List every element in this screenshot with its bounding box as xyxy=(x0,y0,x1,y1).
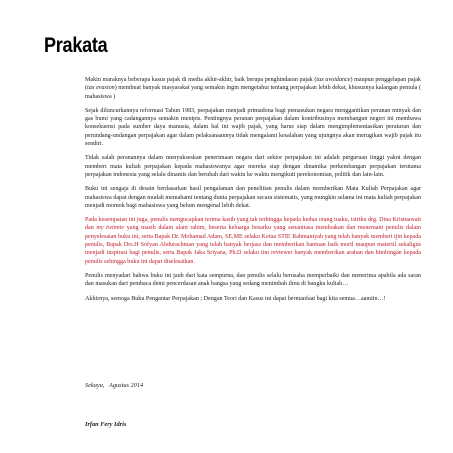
paragraph-6 xyxy=(85,272,421,289)
paragraph-segment: tax avoidance xyxy=(316,77,351,83)
preface-body xyxy=(85,76,421,309)
paragraph-segment: Sejak diluncurkannya reformasi Tahun 1983, perpajakan menjadi primadona bagi pemasukan negara menggantikan peranan minyak dan gas bumi yang cadangannya semakin menipis. Pentingnya peranan perpajakan dalam kontribusinya membangun negeri ini membawa konsekuensi pada sumber daya manusia, dalam hal ini wajib pajak, yang harus siap dalam mengimplementasikan peraturan dan perundang-undangan perpajakan agar dalam pelaksanaannya tidak mengalami kesalahan yang ujungnya akan merugikan wajib pajak itu sendiri. xyxy=(85,107,421,148)
paragraph-segment: ) maupun penggelapan pajak ( xyxy=(85,77,421,92)
signature-place-date: Sekayu, Agustus 2014 xyxy=(85,382,144,389)
paragraph-segment: Tidak salah peranannya dalam menyukseskan penerimaan negara dari sektor perpajakan ini adalah perguruan tinggi yakni dengan memberi mata kuliah perpajakan kepada mahasiswanya agar mereka siap dengan dinamika perkembangan perpajakan terutama perpajakan indonesia yang selalu dinamis dan berubah dari waktu ke waktu mengikuti perekonomian, politik dan lain-lain. xyxy=(85,155,421,178)
paragraph-1 xyxy=(85,76,421,101)
paragraph-segment: my twinnie xyxy=(96,225,125,232)
paragraph-segment: Akhirnya, semoga Buku Pengantar Perpajakan ; Dengan Teori dan Kasus ini dapat bermanfaat bagi kita semua…aamiin…! xyxy=(85,295,386,302)
paragraph-segment: Penulis menyadari bahwa buku ini jauh dari kata sempurna, dan penulis selalu berusaha memperbaiki dan menerima apabila ada saran dan masukan dari pembaca demi pencerdasan anak bangsa yang sedang menimbah ilmu di bangku kuliah… xyxy=(85,272,421,288)
paragraph-7 xyxy=(85,295,421,303)
signature-author: Irfan Fery Idris xyxy=(85,421,127,428)
paragraph-segment: Pada kesempatan ini juga, penulis mengucapkan terima kasih yang tak terhingga kepada kedua orang tuaku, istriku drg. Dina Kristnawati dan xyxy=(85,217,421,232)
paragraph-segment: Makin maraknya beberapa kasus pajak di media akhir-akhir, baik berupa penghindaran pajak ( xyxy=(85,77,317,83)
paragraph-segment: yang masih dalam alam rahim, beserta keluarga besarku yang senantiasa mendoakan dan menemani penulis dalam penyelesaian buku ini, serta Bapak Dr. Mohamad Adam, SE,ME selaku Ketua STIE Rahmaniyah yang telah banyak memberi ijin kepada penulis, Bapak Drs.H Sofyan Abdurachman yang telah banyak berjasa dan memberikan bantuan baik moril maupun materiil sekaligus menjadi inspirasi bagi penulis, serta Bapak Jaka Sriyana, Ph.D selaku tim reviewer banyak memberikan arahan dan bimbingan kepada penulis sehingga buku ini dapat diselesaikan. xyxy=(85,225,421,265)
paragraph-5-acknowledgements xyxy=(85,216,421,266)
paragraph-segment: tax evasion xyxy=(87,85,115,92)
paragraph-segment: ) membuat banyak masyarakat yang semakin ingin mengetahui tentang perpajakan lebih dekat, khususnya kalangan pemula ( mahasiswa ) xyxy=(85,85,421,100)
page-title: Prakata xyxy=(44,34,108,57)
paragraph-2 xyxy=(85,107,421,148)
paragraph-segment: Buku ini sengaja di desain berdasarkan hasil pengalaman dan penelitian penulis dalam memberikan Mata Kuliah Perpajakan agar mahasiswa dapat dengan mudah memahami tentang dunia perpajakan secara sistematis, yang mungkin selama ini mata kuliah perpajakan menjadi momok bagi mahasiswa yang belum mengenal lebih dekat. xyxy=(85,186,421,209)
paragraph-4 xyxy=(85,185,421,210)
paragraph-3 xyxy=(85,154,421,179)
